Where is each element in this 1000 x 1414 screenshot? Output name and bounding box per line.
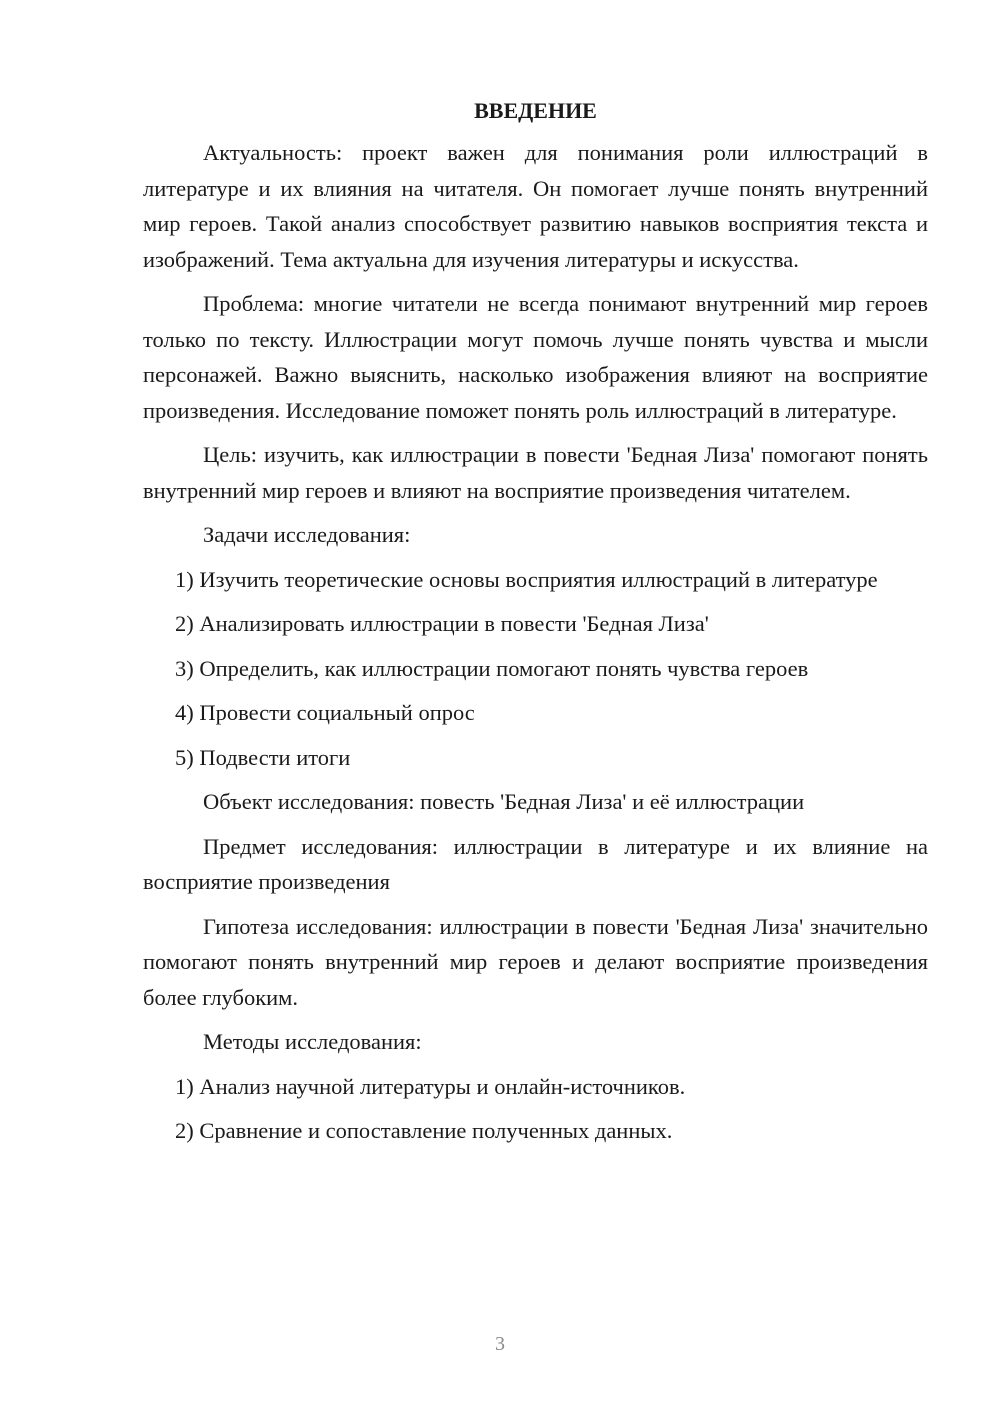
document-page	[143, 95, 928, 1158]
subject-paragraph: Предмет исследования: иллюстрации в литературе и их влияние на восприятие произведения	[143, 833, 928, 894]
object-paragraph: Объект исследования: повесть 'Бедная Лиза' и её иллюстрации	[203, 789, 805, 814]
tasks-heading: Задачи исследования:	[203, 522, 411, 547]
page-title: ВВЕДЕНИЕ	[474, 98, 597, 123]
task-item: 4) Провести социальный опрос	[175, 700, 475, 725]
goal-paragraph: Цель: изучить, как иллюстрации в повести 'Бедная Лиза' помогают понять внутренний мир героев и влияют на восприятие произведения читателем.	[143, 442, 928, 503]
task-item: 5) Подвести итоги	[175, 744, 351, 770]
tasks-list	[143, 562, 928, 776]
task-item: 2) Анализировать иллюстрации в повести 'Бедная Лиза'	[175, 611, 709, 636]
method-item: 2) Сравнение и сопоставление полученных данных.	[175, 1118, 673, 1143]
problem-paragraph: Проблема: многие читатели не всегда понимают внутренний мир героев только по тексту. Иллюстрации могут помочь лучше понять чувства и мысли персонажей. Важно выяснить, насколько изображения влияют на восприятие произведения. Исследование поможет понять роль иллюстраций в литературе.	[143, 291, 928, 423]
method-item: 1) Анализ научной литературы и онлайн-источников.	[175, 1073, 686, 1099]
methods-list	[143, 1069, 928, 1149]
hypothesis-paragraph: Гипотеза исследования: иллюстрации в повести 'Бедная Лиза' значительно помогают понять внутренний мир героев и делают восприятие произведения более глубоким.	[143, 913, 928, 1010]
relevance-paragraph: Актуальность: проект важен для понимания роли иллюстраций в литературе и их влияния на читателя. Он помогает лучше понять внутренний мир героев. Такой анализ способствует развитию навыков восприятия текста и изображений. Тема актуальна для изучения литературы и искусства.	[143, 140, 928, 272]
task-item: 3) Определить, как иллюстрации помогают понять чувства героев	[175, 655, 809, 681]
task-item: 1) Изучить теоретические основы восприятия иллюстраций в литературе	[175, 566, 878, 592]
page-number: 3	[495, 1333, 505, 1355]
methods-heading: Методы исследования:	[203, 1029, 422, 1054]
